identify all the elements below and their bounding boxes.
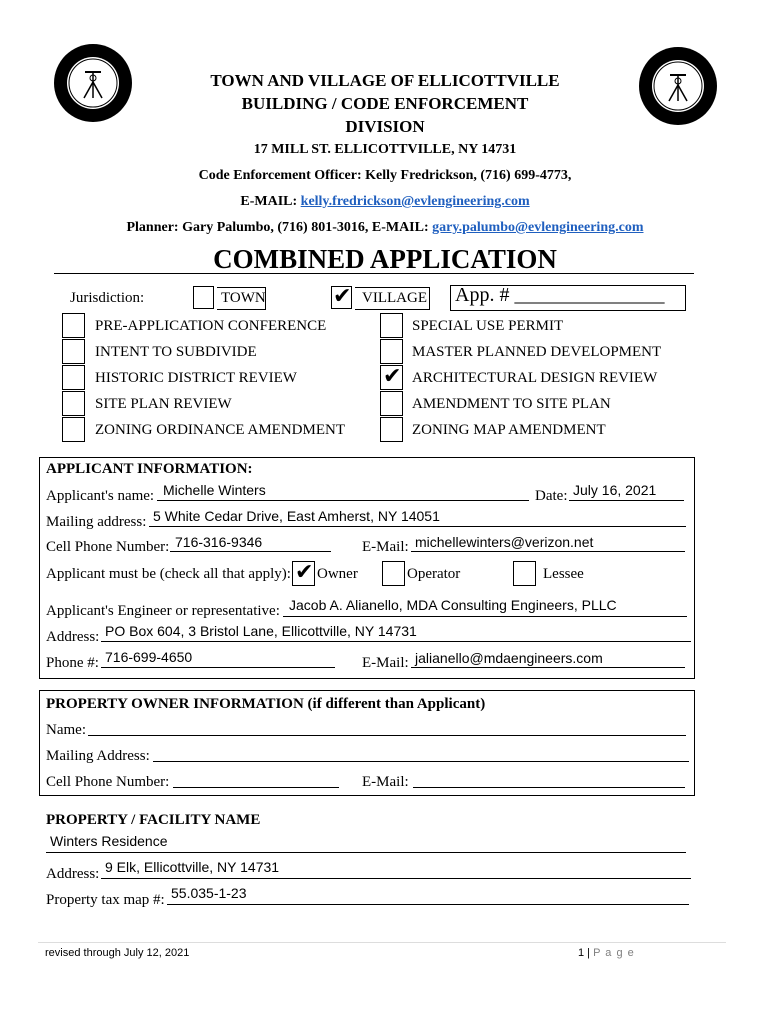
header-address: 17 MILL ST. ELLICOTTVILLE, NY 14731: [253, 142, 517, 157]
eng-address-label: Address:: [46, 629, 100, 645]
eng-email-line: [411, 667, 685, 668]
email-line: [411, 551, 685, 552]
property-name-input[interactable]: Winters Residence: [50, 833, 168, 849]
subdivide-checkbox[interactable]: [62, 339, 85, 364]
checkmark-icon: ✔: [333, 284, 352, 309]
zoning-ordinance-label: ZONING ORDINANCE AMENDMENT: [95, 422, 345, 438]
historic-checkbox[interactable]: [62, 365, 85, 390]
owner-mailing-label: Mailing Address:: [46, 748, 150, 764]
village-checkbox[interactable]: [331, 286, 352, 309]
site-plan-checkbox[interactable]: [62, 391, 85, 416]
property-address-line: [101, 878, 691, 879]
owner-heading: PROPERTY OWNER INFORMATION (if different than Applicant): [46, 696, 486, 712]
email-label: E-Mail:: [362, 539, 409, 555]
architectural-label: ARCHITECTURAL DESIGN REVIEW: [412, 370, 658, 386]
master-planned-checkbox[interactable]: [380, 339, 403, 364]
town-checkbox[interactable]: [193, 286, 214, 309]
lessee-label: Lessee: [543, 566, 584, 582]
planner-text: Planner: Gary Palumbo, (716) 801-3016, E-MAIL:: [126, 220, 433, 235]
amend-site-plan-label: AMENDMENT TO SITE PLAN: [412, 396, 611, 412]
taxmap-input[interactable]: 55.035-1-23: [171, 885, 247, 901]
town-label: TOWN: [221, 290, 266, 306]
header-officer-email-line: [0, 194, 770, 210]
footer-revised: revised through July 12, 2021: [45, 947, 190, 959]
page-number: 1: [578, 947, 585, 959]
cell-input[interactable]: 716-316-9346: [175, 534, 263, 550]
phone-label: Phone #:: [46, 655, 99, 671]
header-line-2: BUILDING / CODE ENFORCEMENT: [241, 94, 529, 113]
officer-email-label: E-MAIL:: [240, 194, 301, 209]
zoning-ordinance-checkbox[interactable]: [62, 417, 85, 442]
header-planner-line: [0, 220, 770, 236]
lessee-checkbox[interactable]: [513, 561, 536, 586]
property-heading: PROPERTY / FACILITY NAME: [46, 812, 261, 828]
owner-cell-label: Cell Phone Number:: [46, 774, 170, 790]
owner-name-input[interactable]: [88, 735, 686, 736]
eng-email-label: E-Mail:: [362, 655, 409, 671]
applicant-name-input[interactable]: Michelle Winters: [163, 482, 266, 498]
owner-cell-input[interactable]: [173, 787, 339, 788]
footer-page: [578, 947, 635, 959]
owner-email-input[interactable]: [413, 787, 685, 788]
amend-site-plan-checkbox[interactable]: [380, 391, 403, 416]
special-use-checkbox[interactable]: [380, 313, 403, 338]
owner-checkbox[interactable]: [292, 561, 315, 586]
taxmap-label: Property tax map #:: [46, 892, 165, 908]
property-name-line: [46, 852, 686, 853]
cell-label: Cell Phone Number:: [46, 539, 170, 555]
jurisdiction-label: Jurisdiction:: [70, 290, 145, 306]
engineer-label: Applicant's Engineer or representative:: [46, 603, 280, 619]
zoning-map-checkbox[interactable]: [380, 417, 403, 442]
zoning-map-label: ZONING MAP AMENDMENT: [412, 422, 606, 438]
operator-label: Operator: [407, 566, 461, 582]
engineer-input[interactable]: Jacob A. Alianello, MDA Consulting Engineers, PLLC: [289, 597, 617, 613]
applicant-name-line: [157, 500, 529, 501]
header-officer: Code Enforcement Officer: Kelly Fredrickson, (716) 699-4773,: [198, 168, 572, 183]
phone-input[interactable]: 716-699-4650: [105, 649, 193, 665]
architectural-checkbox[interactable]: [380, 365, 403, 390]
checkmark-icon: ✔: [295, 560, 314, 585]
master-planned-label: MASTER PLANNED DEVELOPMENT: [412, 344, 662, 360]
owner-email-label: E-Mail:: [362, 774, 409, 790]
checkmark-icon: ✔: [383, 364, 402, 389]
owner-mailing-input[interactable]: [153, 761, 689, 762]
must-be-label: Applicant must be (check all that apply):: [46, 566, 291, 582]
site-plan-label: SITE PLAN REVIEW: [95, 396, 232, 412]
applicant-heading: APPLICANT INFORMATION:: [46, 461, 253, 477]
taxmap-line: [167, 904, 689, 905]
mailing-label: Mailing address:: [46, 514, 147, 530]
title-rule: [54, 273, 694, 274]
eng-address-input[interactable]: PO Box 604, 3 Bristol Lane, Ellicottville, NY 14731: [105, 623, 417, 639]
property-address-input[interactable]: 9 Elk, Ellicottville, NY 14731: [105, 859, 280, 875]
officer-email-link[interactable]: kelly.fredrickson@evlengineering.com: [300, 194, 530, 209]
header-line-1: TOWN AND VILLAGE OF ELLICOTTVILLE: [210, 71, 560, 90]
eng-email-input[interactable]: jalianello@mdaengineers.com: [415, 650, 603, 666]
date-label: Date:: [535, 488, 568, 504]
eng-address-line: [101, 641, 691, 642]
village-label: VILLAGE: [362, 290, 427, 306]
page-title: COMBINED APPLICATION: [213, 244, 557, 274]
property-address-label: Address:: [46, 866, 100, 882]
page-word: P a g e: [593, 947, 635, 959]
subdivide-label: INTENT TO SUBDIVIDE: [95, 344, 257, 360]
engineer-line: [283, 616, 687, 617]
phone-line: [101, 667, 335, 668]
owner-name-label: Name:: [46, 722, 86, 738]
planner-email-link[interactable]: gary.palumbo@evlengineering.com: [432, 220, 644, 235]
app-number-label: App. # _______________: [455, 284, 665, 306]
pre-application-label: PRE-APPLICATION CONFERENCE: [95, 318, 327, 334]
email-input[interactable]: michellewinters@verizon.net: [415, 534, 594, 550]
owner-label: Owner: [317, 566, 358, 582]
operator-checkbox[interactable]: [382, 561, 405, 586]
special-use-label: SPECIAL USE PERMIT: [412, 318, 564, 334]
historic-label: HISTORIC DISTRICT REVIEW: [95, 370, 297, 386]
pre-application-checkbox[interactable]: [62, 313, 85, 338]
mailing-input[interactable]: 5 White Cedar Drive, East Amherst, NY 14051: [153, 508, 440, 524]
footer-rule: [38, 942, 726, 943]
date-line: [569, 500, 684, 501]
page-separator: |: [584, 947, 594, 959]
header-line-3: DIVISION: [345, 117, 425, 136]
mailing-line: [149, 526, 686, 527]
applicant-name-label: Applicant's name:: [46, 488, 155, 504]
cell-line: [170, 551, 331, 552]
date-input[interactable]: July 16, 2021: [573, 482, 657, 498]
